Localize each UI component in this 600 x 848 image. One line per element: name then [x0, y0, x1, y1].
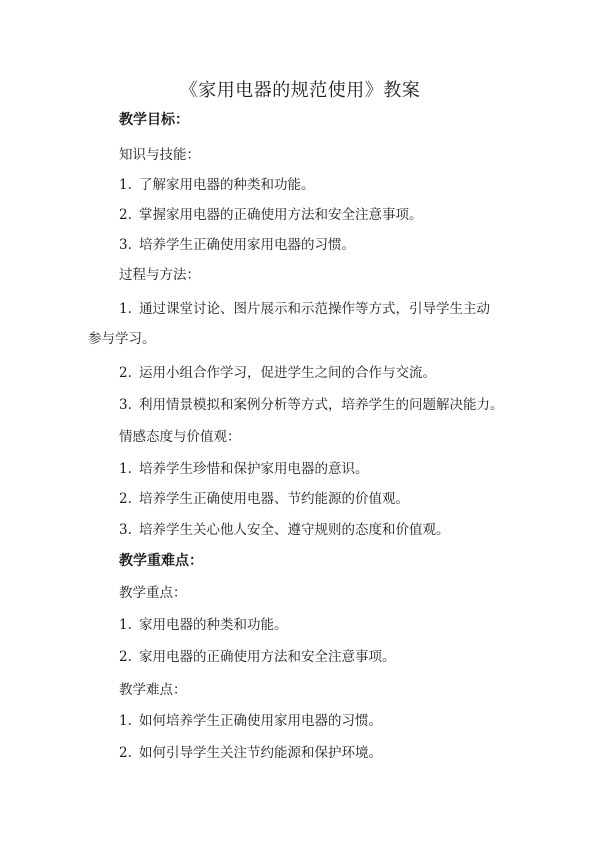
list-item [119, 616, 288, 634]
list-item-number: 2. [119, 745, 132, 761]
subsection-label-process: 过程与方法： [119, 267, 200, 283]
list-item-text: 掌握家用电器的正确使用方法和安全注意事项。 [139, 207, 423, 223]
list-item [119, 712, 382, 730]
subsection-label-knowledge: 知识与技能： [119, 147, 200, 163]
list-item-text: 了解家用电器的种类和功能。 [139, 177, 315, 193]
list-item-text: 如何引导学生关注节约能源和保护环境。 [139, 745, 382, 761]
subsection-label-key: 教学重点： [119, 585, 187, 601]
list-item-text: 培养学生正确使用家用电器的习惯。 [139, 237, 355, 253]
list-item-number: 1. [119, 617, 132, 633]
list-item-continuation: 参与学习。 [88, 331, 156, 347]
list-item-text: 通过课堂讨论、图片展示和示范操作等方式，引导学生主动 [139, 301, 490, 317]
list-item [119, 521, 450, 539]
list-item [119, 300, 490, 318]
list-item-text: 运用小组合作学习，促进学生之间的合作与交流。 [139, 365, 436, 381]
list-item [119, 206, 423, 224]
list-item-number: 3. [119, 522, 132, 538]
list-item [119, 648, 396, 666]
list-item-number: 3. [119, 397, 132, 413]
list-item [119, 176, 315, 194]
list-item-text: 利用情景模拟和案例分析等方式，培养学生的问题解决能力。 [139, 397, 504, 413]
list-item-number: 3. [119, 237, 132, 253]
list-item-text: 家用电器的种类和功能。 [139, 617, 288, 633]
list-item [119, 744, 382, 762]
list-item-text: 培养学生关心他人安全、遵守规则的态度和价值观。 [139, 522, 450, 538]
list-item-number: 1. [119, 301, 132, 317]
list-item-number: 2. [119, 649, 132, 665]
list-item [119, 490, 409, 508]
section-heading-objectives: 教学目标： [119, 112, 189, 128]
list-item-number: 2. [119, 365, 132, 381]
list-item-number: 1. [119, 461, 132, 477]
subsection-label-difficult: 教学难点： [119, 682, 187, 698]
list-item-text: 培养学生正确使用电器、节约能源的价值观。 [139, 491, 409, 507]
list-item-number: 2. [119, 207, 132, 223]
list-item-text: 如何培养学生正确使用家用电器的习惯。 [139, 713, 382, 729]
list-item [119, 364, 436, 382]
list-item-text: 培养学生珍惜和保护家用电器的意识。 [139, 461, 369, 477]
list-item [119, 460, 369, 478]
list-item [119, 236, 355, 254]
list-item-number: 1. [119, 177, 132, 193]
subsection-label-attitude: 情感态度与价值观： [119, 429, 241, 445]
list-item-text: 家用电器的正确使用方法和安全注意事项。 [139, 649, 396, 665]
document-title: 《家用电器的规范使用》教案 [179, 80, 421, 101]
list-item-number: 2. [119, 491, 132, 507]
list-item-number: 1. [119, 713, 132, 729]
section-heading-keypoints: 教学重难点： [119, 553, 203, 569]
list-item [119, 396, 504, 414]
